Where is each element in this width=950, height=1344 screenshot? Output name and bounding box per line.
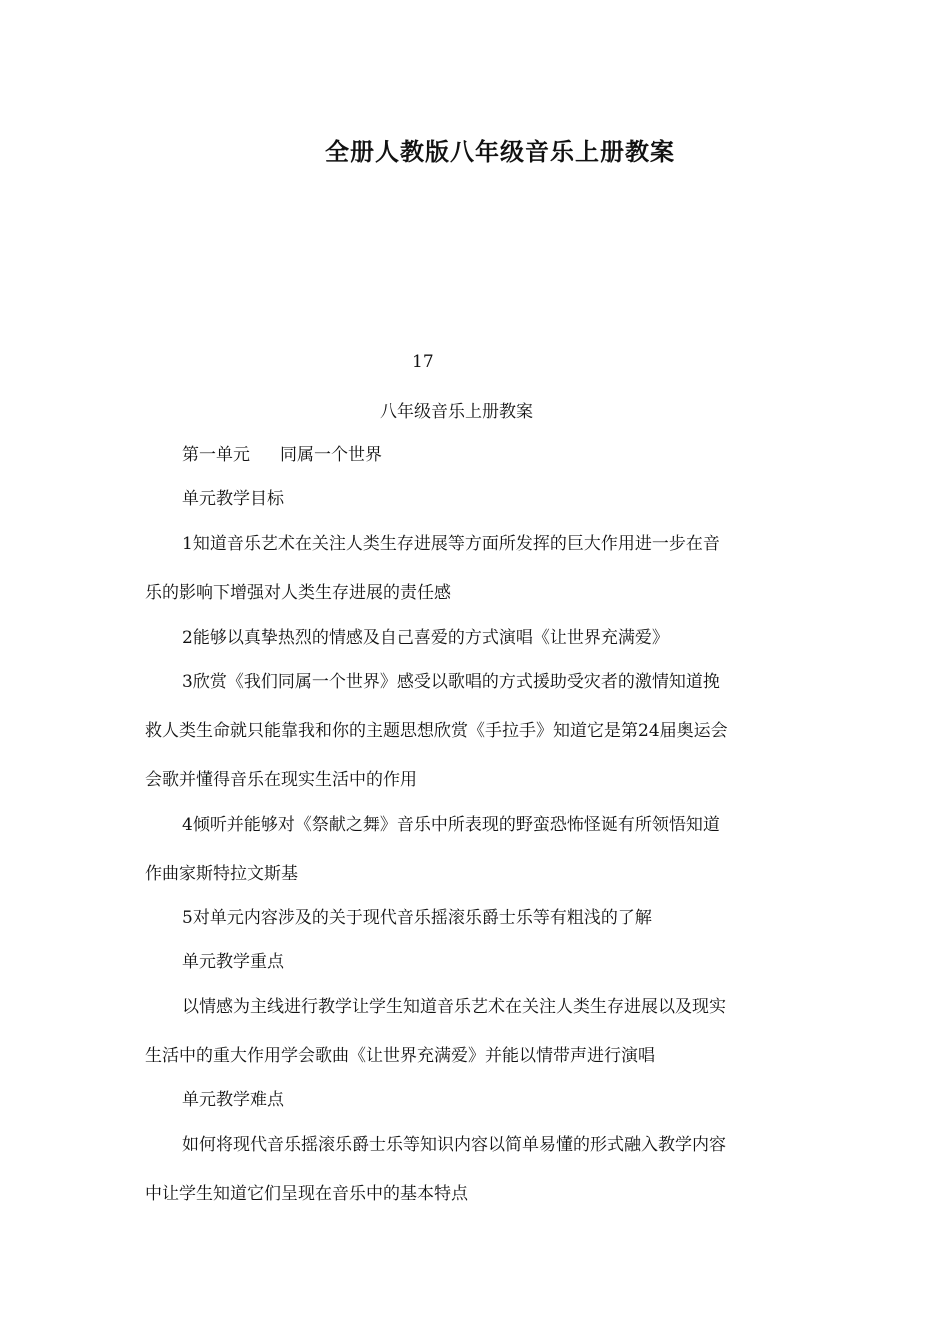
unit-heading (182, 440, 382, 465)
section-heading-difficulties: 单元教学难点 (182, 1090, 284, 1110)
unit-name: 同属一个世界 (280, 445, 382, 465)
paragraph-line: 1知道音乐艺术在关注人类生存进展等方面所发挥的巨大作用进一步在音 (182, 534, 720, 554)
paragraph-line: 4倾听并能够对《祭献之舞》音乐中所表现的野蛮恐怖怪诞有所领悟知道 (182, 815, 720, 835)
paragraph-line: 5对单元内容涉及的关于现代音乐摇滚乐爵士乐等有粗浅的了解 (182, 908, 652, 928)
page-number: 17 (412, 352, 434, 372)
paragraph-line: 乐的影响下增强对人类生存进展的责任感 (145, 583, 451, 603)
paragraph-line: 生活中的重大作用学会歌曲《让世界充满爱》并能以情带声进行演唱 (145, 1046, 655, 1066)
document-subtitle: 八年级音乐上册教案 (380, 402, 533, 422)
paragraph-line: 作曲家斯特拉文斯基 (145, 864, 298, 884)
section-heading-objectives: 单元教学目标 (182, 489, 284, 509)
paragraph-line: 3欣赏《我们同属一个世界》感受以歌唱的方式援助受灾者的激情知道挽 (182, 672, 720, 692)
section-heading-key-points: 单元教学重点 (182, 952, 284, 972)
paragraph-line: 2能够以真挚热烈的情感及自己喜爱的方式演唱《让世界充满爱》 (182, 628, 669, 648)
paragraph-line: 会歌并懂得音乐在现实生活中的作用 (145, 770, 417, 790)
paragraph-line: 中让学生知道它们呈现在音乐中的基本特点 (145, 1184, 468, 1204)
paragraph-line: 救人类生命就只能靠我和你的主题思想欣赏《手拉手》知道它是第24届奥运会 (145, 721, 728, 741)
document-title: 全册人教版八年级音乐上册教案 (325, 137, 675, 166)
paragraph-line: 以情感为主线进行教学让学生知道音乐艺术在关注人类生存进展以及现实 (182, 997, 726, 1017)
paragraph-line: 如何将现代音乐摇滚乐爵士乐等知识内容以简单易懂的形式融入教学内容 (182, 1135, 726, 1155)
unit-label: 第一单元 (182, 445, 250, 465)
